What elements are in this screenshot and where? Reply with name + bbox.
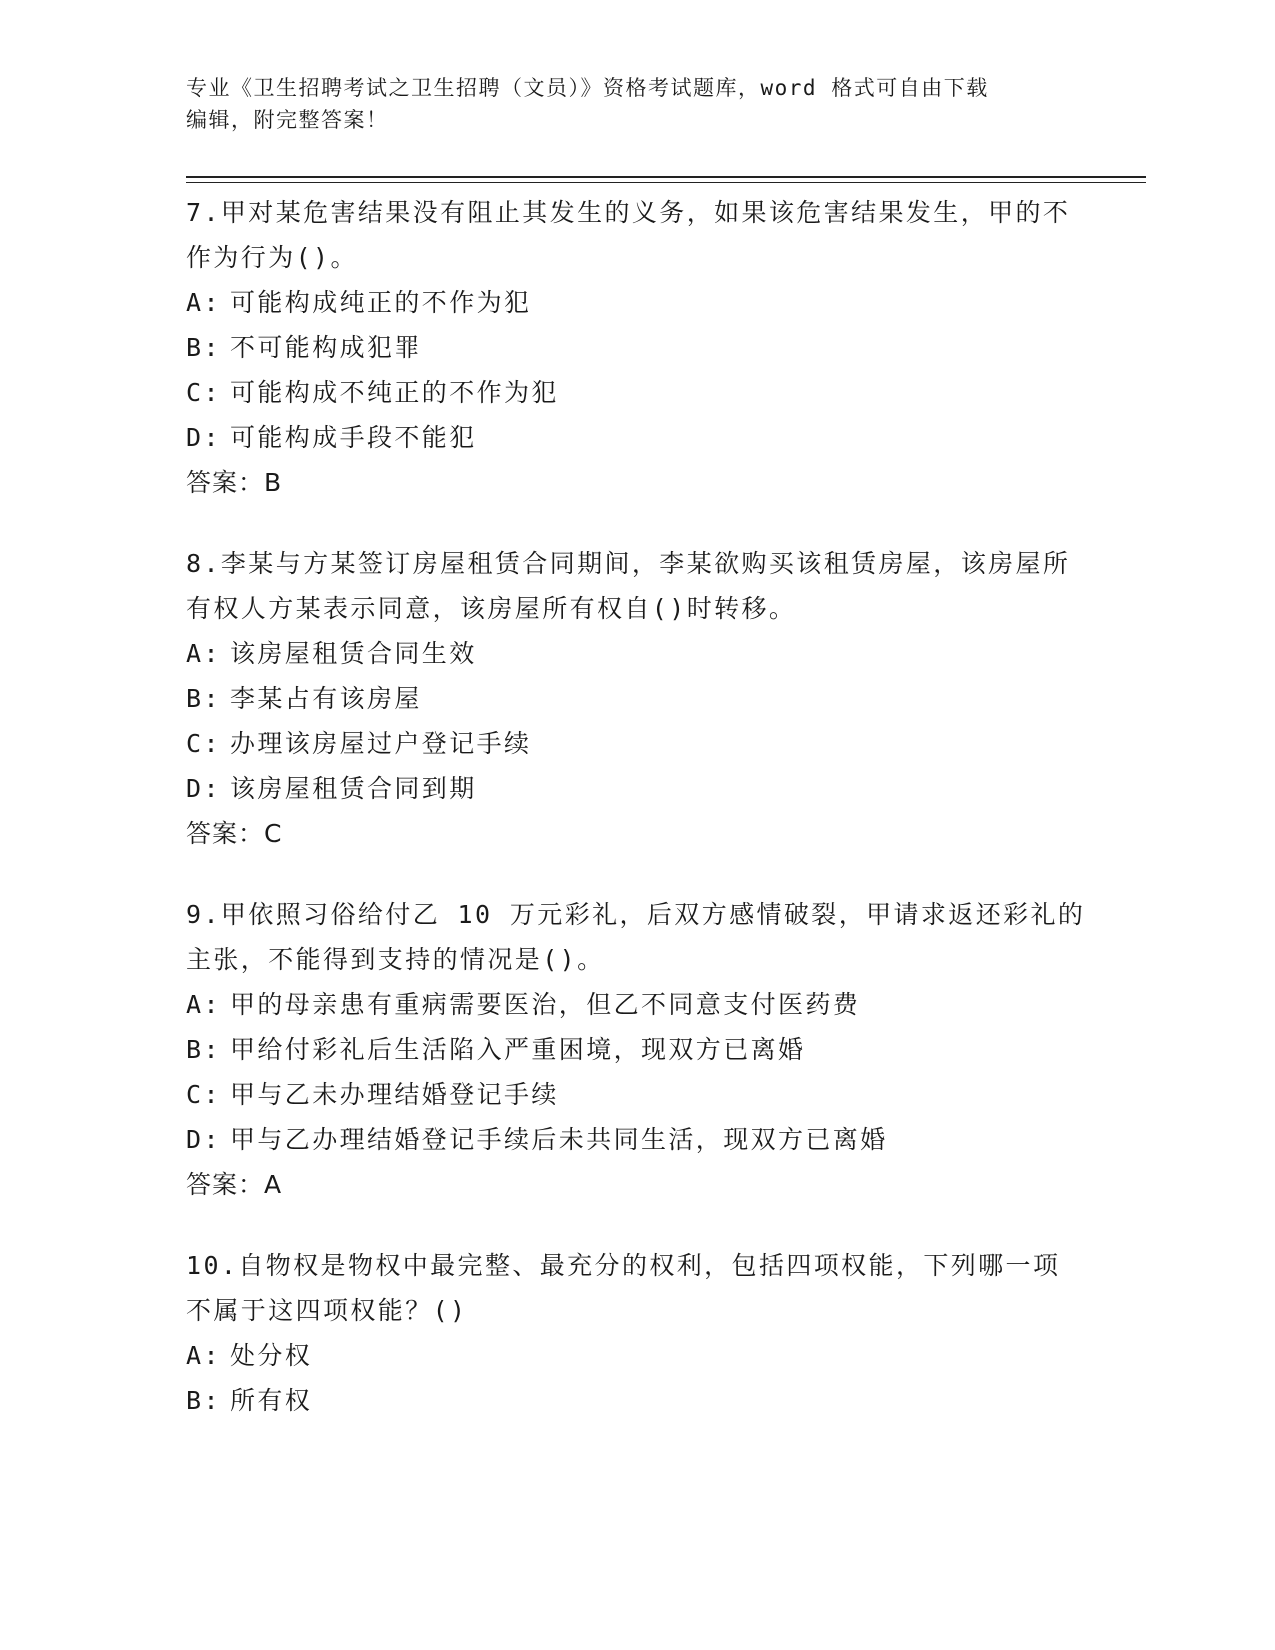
option-text: 甲给付彩礼后生活陷入严重困境，现双方已离婚 xyxy=(230,1035,806,1064)
answer-line: 答案：C xyxy=(186,819,283,848)
option-text: 该房屋租赁合同生效 xyxy=(230,639,477,668)
option-d xyxy=(186,1117,1086,1162)
option-c xyxy=(186,370,1086,415)
header-line-1: 专业《卫生招聘考试之卫生招聘（文员）》资格考试题库，word 格式可自由下载 xyxy=(186,76,989,100)
option-key: A: xyxy=(186,990,221,1019)
question-list xyxy=(186,190,1086,1459)
option-key: A: xyxy=(186,288,221,317)
header-divider-thin xyxy=(186,182,1146,183)
option-text: 甲与乙未办理结婚登记手续 xyxy=(230,1080,559,1109)
option-text: 可能构成不纯正的不作为犯 xyxy=(230,378,559,407)
option-text: 甲与乙办理结婚登记手续后未共同生活，现双方已离婚 xyxy=(230,1125,888,1154)
option-c xyxy=(186,1072,1086,1117)
option-a xyxy=(186,631,1086,676)
option-text: 可能构成手段不能犯 xyxy=(230,423,477,452)
answer-line: 答案：A xyxy=(186,1170,283,1199)
option-key: C: xyxy=(186,729,221,758)
option-b xyxy=(186,325,1086,370)
option-key: B: xyxy=(186,1386,221,1415)
option-text: 该房屋租赁合同到期 xyxy=(230,774,477,803)
question-stem: 9.甲依照习俗给付乙 10 万元彩礼，后双方感情破裂，甲请求返还彩礼的主张，不能得到支持的情况是()。 xyxy=(186,900,1086,974)
option-text: 不可能构成犯罪 xyxy=(230,333,422,362)
document-header xyxy=(186,72,1066,136)
option-text: 甲的母亲患有重病需要医治，但乙不同意支付医药费 xyxy=(230,990,861,1019)
option-b xyxy=(186,1027,1086,1072)
option-key: C: xyxy=(186,378,221,407)
option-c xyxy=(186,721,1086,766)
question-stem: 8.李某与方某签订房屋租赁合同期间，李某欲购买该租赁房屋，该房屋所有权人方某表示同意，该房屋所有权自()时转移。 xyxy=(186,549,1071,623)
option-d xyxy=(186,415,1086,460)
question-9 xyxy=(186,892,1086,1207)
option-d xyxy=(186,766,1086,811)
option-key: A: xyxy=(186,1341,221,1370)
question-7 xyxy=(186,190,1086,505)
option-a xyxy=(186,1333,1086,1378)
option-key: B: xyxy=(186,333,221,362)
option-key: C: xyxy=(186,1080,221,1109)
option-key: D: xyxy=(186,423,221,452)
header-line-2: 编辑，附完整答案！ xyxy=(186,108,389,132)
option-a xyxy=(186,982,1086,1027)
question-stem: 7.甲对某危害结果没有阻止其发生的义务，如果该危害结果发生，甲的不作为行为()。 xyxy=(186,198,1071,272)
header-divider-thick xyxy=(186,176,1146,178)
option-key: D: xyxy=(186,774,221,803)
option-b xyxy=(186,676,1086,721)
question-10 xyxy=(186,1243,1086,1423)
option-text: 处分权 xyxy=(230,1341,313,1370)
answer-line: 答案：B xyxy=(186,468,283,497)
option-key: B: xyxy=(186,1035,221,1064)
question-stem: 10.自物权是物权中最完整、最充分的权利，包括四项权能，下列哪一项不属于这四项权能？() xyxy=(186,1251,1061,1325)
option-key: B: xyxy=(186,684,221,713)
option-key: D: xyxy=(186,1125,221,1154)
question-8 xyxy=(186,541,1086,856)
option-a xyxy=(186,280,1086,325)
option-text: 可能构成纯正的不作为犯 xyxy=(230,288,532,317)
option-key: A: xyxy=(186,639,221,668)
option-b xyxy=(186,1378,1086,1423)
option-text: 李某占有该房屋 xyxy=(230,684,422,713)
option-text: 所有权 xyxy=(230,1386,313,1415)
option-text: 办理该房屋过户登记手续 xyxy=(230,729,532,758)
